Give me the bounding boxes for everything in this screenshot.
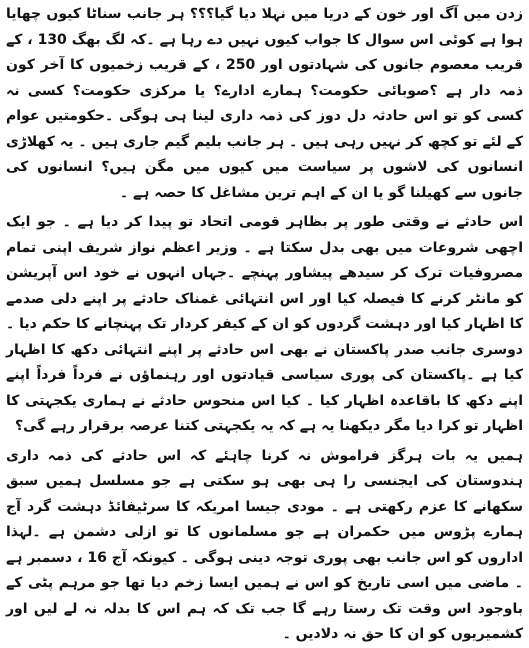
paragraph-2: اس حادثے نے وقتی طور پر بظاہر قومی اتحاد تو پیدا کر دیا ہے ۔ جو ایک اچھی شروعات میں بھی بدل سکتا ہے ۔ وزیر اعظم نواز شریف اپنی تمام مصروفیات ترک کر سیدھے پیشاور پہنچے ۔جہاں انہوں نے خود اس آپریشن کو مانٹر کرنے کا فیصلہ کیا اور اس انتہائی غمناک حادثے پر اپنے دلی صدمے کا اظہار کیا اور دہشت گردوں کو ان کے کیفر کردار تک پہنچانے کا حکم دیا ۔ دوسری جانب صدر پاکستان نے بھی اس حادثے پر اپنے انتہائی دکھ کا اظہار کیا ہے ۔پاکستان کی پوری سیاسی قیادتوں اور رہنماؤں نے فرداً فرداً اپنے اپنے دکھ کا باقاعدہ اظہار کیا ۔ کیا اس منحوس حادثے نے ہماری یکجہتی کا اظہار تو کرا دیا مگر دیکھنا یہ ہے کہ یہ یکجہتی کتنا عرصہ برقرار رہے گی؟ [6, 214, 523, 434]
paragraph-3: ہمیں یہ بات ہرگز فراموش نہ کرنا چاہئے کہ اس حادثے کی ذمہ داری ہندوستان کی ایجنسی را ہی بھی ہو سکتی ہے جو مسلسل ہمیں سبق سکھانے کا عزم رکھتی ہے ۔ مودی جیسا امریکہ کا سرٹیفائڈ دہشت گرد آج ہمارے پڑوس میں حکمران ہے جو مسلمانوں کا تو ازلی دشمن ہے ۔لہذا اداروں کو اس جانب بھی پوری توجہ دینی ہوگی ۔ کیونکہ آج 16 ، دسمبر ہے ۔ ماضی میں اسی تاریخ کو اس نے ہمیں ایسا زخم دیا تھا جو مرہم پٹی کے باوجود اس وقت تک رستا رہے گا جب تک کہ ہم اس کا بدلہ نہ لے لیں اور کشمیریوں کو ان کا حق نہ دلادیں ۔ [6, 447, 524, 642]
paragraph-1: زدن میں آگ اور خون کے دریا میں نہلا دیا گیا؟؟؟ ہر جانب سناٹا کیوں چھایا ہوا ہے کوئی اس سوال کا جواب کیوں نہیں دے رہا ہے ۔کہ لگ بھگ 130 ، کے قریب معصوم جانوں کی شہادتوں اور 250 ، کے قریب زخمیوں کا آخر کون ذمہ دار ہے ؟صوبائی حکومت؟ ہمارے ادارے؟ یا مرکزی حکومت؟ کسی نہ کسی کو تو اس حادثہ دل دوز کی ذمہ داری لینا ہی ہوگی ۔حکومتیں عوام کے لئے تو کچھ کر نہیں رہی ہیں ۔ ہر جانب بلیم گیم جاری ہیں ۔ یہ کھلاڑی انسانوں کی لاشوں پر سیاست میں کیوں میں مگن ہیں؟ انسانوں کی جانوں سے کھیلنا گو یا ان کے اہم ترین مشاغل کا حصہ ہے ۔ [6, 6, 523, 201]
